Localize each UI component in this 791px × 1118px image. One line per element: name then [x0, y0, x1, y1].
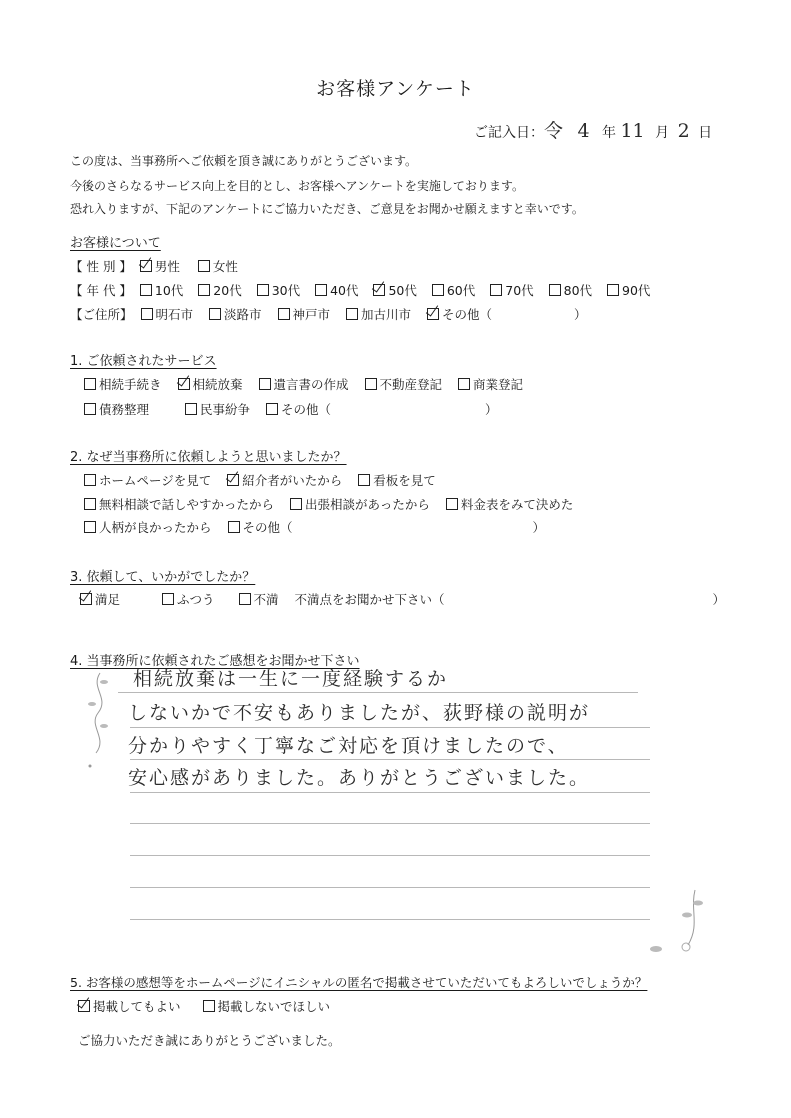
q2-close: ）: [532, 520, 546, 535]
checkbox[interactable]: [209, 308, 221, 320]
address-kakogawa[interactable]: 加古川市: [346, 305, 411, 323]
checkbox[interactable]: [432, 284, 444, 296]
q2-referral[interactable]: 紹介者がいたから: [227, 471, 342, 489]
q1-other[interactable]: その他（: [266, 400, 331, 418]
checkbox[interactable]: [198, 284, 210, 296]
q2-row-2: [84, 495, 573, 513]
date-year-unit: 年: [602, 125, 617, 141]
age-10[interactable]: 10代: [140, 281, 183, 299]
gender-male[interactable]: 男性: [140, 257, 180, 275]
address-akashi[interactable]: 明石市: [141, 305, 194, 323]
address-awaji[interactable]: 淡路市: [209, 305, 262, 323]
q1-commercial-registration[interactable]: 商業登記: [458, 375, 523, 393]
q1-heading: 1. ご依頼されたサービス: [70, 354, 217, 369]
checkbox[interactable]: [84, 403, 96, 415]
checkbox[interactable]: [84, 474, 96, 486]
address-close: ）: [574, 307, 587, 322]
q2-fee-table[interactable]: 料金表をみて決めた: [446, 495, 574, 513]
date-era: 令: [544, 120, 564, 142]
q1-debt-settlement[interactable]: 債務整理: [84, 400, 149, 418]
entry-date: [474, 116, 712, 143]
q5-allow[interactable]: 掲載してもよい: [78, 997, 181, 1015]
age-60[interactable]: 60代: [432, 281, 475, 299]
q2-personality[interactable]: 人柄が良かったから: [84, 518, 212, 536]
checkbox-checked[interactable]: [140, 260, 152, 272]
intro-line-1: この度は、当事務所へご依頼を頂き誠にありがとうございます。: [70, 154, 418, 168]
q1-row-2: [84, 400, 498, 418]
checkbox[interactable]: [257, 284, 269, 296]
q2-other[interactable]: その他（: [228, 518, 293, 536]
q1-real-estate-registration[interactable]: 不動産登記: [365, 375, 443, 393]
q5-disallow[interactable]: 掲載しないでほしい: [203, 997, 331, 1015]
q2-row-1: [84, 471, 436, 489]
checkbox[interactable]: [228, 521, 240, 533]
age-30[interactable]: 30代: [257, 281, 300, 299]
answer-text-1: 相続放棄は一生に一度経験するか: [133, 668, 449, 690]
flower-decoration-icon: [640, 885, 720, 960]
q3-row: [80, 590, 725, 608]
checkbox[interactable]: [239, 593, 251, 605]
q1-civil-dispute[interactable]: 民事紛争: [185, 400, 250, 418]
checkbox[interactable]: [259, 378, 271, 390]
leaf-decoration-icon: [80, 668, 120, 778]
age-70[interactable]: 70代: [490, 281, 533, 299]
answer-line-8: [130, 919, 650, 920]
checkbox[interactable]: [84, 378, 96, 390]
age-40[interactable]: 40代: [315, 281, 358, 299]
gender-label: 【 性 別 】: [70, 259, 132, 274]
q2-home-visit[interactable]: 出張相談があったから: [290, 495, 430, 513]
checkbox[interactable]: [458, 378, 470, 390]
q1-close: ）: [485, 402, 498, 417]
checkbox[interactable]: [84, 498, 96, 510]
age-row: [70, 281, 650, 299]
date-month: 11: [620, 120, 645, 142]
checkbox-checked[interactable]: [427, 308, 439, 320]
gender-row: [70, 257, 252, 275]
address-row: [70, 305, 587, 323]
checkbox[interactable]: [141, 308, 153, 320]
q1-row-1: [84, 375, 523, 393]
answer-text-2: しないかで不安もありましたが、荻野様の説明が: [128, 702, 591, 724]
checkbox-checked[interactable]: [373, 284, 385, 296]
q3-satisfied[interactable]: 満足: [80, 590, 120, 608]
answer-text-3: 分かりやすく丁寧なご対応を頂けましたので、: [128, 735, 569, 757]
checkbox[interactable]: [490, 284, 502, 296]
q1-inheritance-procedure[interactable]: 相続手続き: [84, 375, 162, 393]
checkbox[interactable]: [162, 593, 174, 605]
checkbox-checked[interactable]: [78, 1000, 90, 1012]
address-other[interactable]: その他（: [427, 305, 492, 323]
answer-line-1: [118, 692, 638, 693]
checkbox[interactable]: [346, 308, 358, 320]
answer-line-4: [130, 792, 650, 793]
intro-line-2: 今後のさらなるサービス向上を目的とし、お客様へアンケートを実施しております。: [70, 179, 524, 193]
checkbox[interactable]: [84, 521, 96, 533]
q2-row-3: [84, 518, 545, 536]
checkbox[interactable]: [203, 1000, 215, 1012]
q3-note: 不満点をお聞かせ下さい（: [294, 592, 445, 607]
date-year: 4: [577, 120, 590, 142]
checkbox[interactable]: [365, 378, 377, 390]
page-title: お客様アンケート: [316, 78, 475, 100]
checkbox-checked[interactable]: [227, 474, 239, 486]
date-month-unit: 月: [655, 125, 670, 141]
gender-female[interactable]: 女性: [198, 257, 238, 275]
checkbox[interactable]: [607, 284, 619, 296]
answer-line-2: [130, 727, 650, 728]
date-label: ご記入日：: [474, 125, 544, 141]
address-kobe[interactable]: 神戸市: [278, 305, 331, 323]
answer-line-3: [130, 759, 650, 760]
answer-line-7: [130, 887, 650, 888]
intro-line-3: 恐れ入りますが、下記のアンケートにご協力いただき、ご意見をお聞かせ願えますと幸いです。: [70, 202, 584, 216]
checkbox[interactable]: [266, 403, 278, 415]
checkbox[interactable]: [278, 308, 290, 320]
q5-row: [78, 997, 330, 1015]
checkbox-checked[interactable]: [80, 593, 92, 605]
q2-signboard[interactable]: 看板を見て: [358, 471, 436, 489]
checkbox[interactable]: [198, 260, 210, 272]
q1-will-creation[interactable]: 遺言書の作成: [259, 375, 349, 393]
about-heading: お客様について: [70, 236, 161, 251]
age-20[interactable]: 20代: [198, 281, 241, 299]
answer-line-6: [130, 855, 650, 856]
q3-dissatisfied[interactable]: 不満: [239, 590, 279, 608]
age-90[interactable]: 90代: [607, 281, 650, 299]
date-day-unit: 日: [698, 125, 713, 141]
checkbox[interactable]: [358, 474, 370, 486]
answer-line-5: [130, 823, 650, 824]
address-label: 【ご住所】: [70, 307, 133, 322]
q3-close: ）: [712, 592, 726, 607]
date-day: 2: [677, 120, 690, 142]
q3-average[interactable]: ふつう: [162, 590, 215, 608]
q5-heading: 5. お客様の感想等をホームページにイニシャルの匿名で掲載させていただいてもよろしいでしょうか？: [70, 975, 648, 990]
checkbox[interactable]: [315, 284, 327, 296]
checkbox-checked[interactable]: [178, 378, 190, 390]
checkbox[interactable]: [290, 498, 302, 510]
checkbox[interactable]: [140, 284, 152, 296]
age-label: 【 年 代 】: [70, 283, 132, 298]
checkbox[interactable]: [446, 498, 458, 510]
q4-heading: 4. 当事務所に依頼されたご感想をお聞かせ下さい: [70, 654, 360, 669]
age-50[interactable]: 50代: [373, 281, 416, 299]
checkbox[interactable]: [549, 284, 561, 296]
q3-heading: 3. 依頼して、いかがでしたか？: [70, 570, 256, 585]
q2-heading: 2. なぜ当事務所に依頼しようと思いましたか？: [70, 450, 347, 465]
closing-message: ご協力いただき誠にありがとうございました。: [78, 1033, 341, 1048]
q2-homepage[interactable]: ホームページを見て: [84, 471, 211, 489]
q2-free-consultation[interactable]: 無料相談で話しやすかったから: [84, 495, 274, 513]
checkbox[interactable]: [185, 403, 197, 415]
q1-inheritance-renunciation[interactable]: 相続放棄: [178, 375, 243, 393]
answer-text-4: 安心感がありました。ありがとうございました。: [128, 767, 591, 789]
age-80[interactable]: 80代: [549, 281, 592, 299]
